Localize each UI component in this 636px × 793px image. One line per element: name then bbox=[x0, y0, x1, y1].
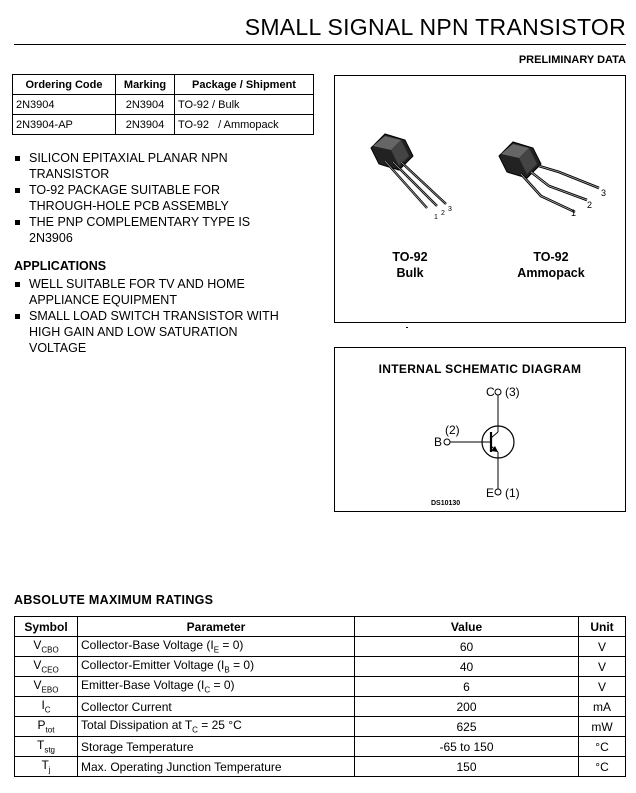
bullet-icon bbox=[15, 188, 20, 193]
table-row bbox=[15, 717, 626, 737]
column-header: Ordering Code bbox=[13, 75, 116, 95]
parameter-text: Collector-Emitter Voltage (I bbox=[81, 658, 225, 673]
column-header: Parameter bbox=[78, 617, 355, 637]
collector-pin: (3) bbox=[505, 385, 520, 399]
symbol-text: V bbox=[33, 638, 42, 653]
package-name: TO-92 bbox=[533, 250, 569, 264]
table-cell: 2N3904-AP bbox=[13, 115, 116, 135]
parameter-cell bbox=[78, 697, 355, 717]
symbol-subscript: j bbox=[48, 765, 51, 775]
list-item-text: TO-92 PACKAGE SUITABLE FOR bbox=[29, 183, 221, 197]
parameter-cell bbox=[78, 737, 355, 757]
list-item-text: WELL SUITABLE FOR TV AND HOME bbox=[29, 277, 245, 291]
ordering-table bbox=[12, 74, 314, 135]
column-header: Value bbox=[355, 617, 579, 637]
parameter-text: = 0) bbox=[229, 658, 255, 673]
parameter-text: Collector-Base Voltage (I bbox=[81, 638, 214, 653]
value-cell: 150 bbox=[355, 757, 579, 777]
list-item bbox=[14, 276, 279, 308]
symbol-cell bbox=[15, 657, 78, 677]
package-label-ammopack bbox=[501, 249, 601, 281]
unit-cell: mA bbox=[579, 697, 626, 717]
package-name: TO-92 bbox=[392, 250, 428, 264]
list-item bbox=[14, 182, 250, 214]
value-cell: -65 to 150 bbox=[355, 737, 579, 757]
table-row bbox=[15, 737, 626, 757]
value-cell: 60 bbox=[355, 637, 579, 657]
parameter-subscript: C bbox=[192, 725, 198, 735]
list-item-text: SILICON EPITAXIAL PLANAR NPN bbox=[29, 151, 228, 165]
feature-list bbox=[14, 150, 250, 246]
table-cell: 2N3904 bbox=[13, 95, 116, 115]
stray-dot bbox=[406, 327, 408, 328]
parameter-text: = 0) bbox=[219, 638, 244, 653]
unit-cell: V bbox=[579, 657, 626, 677]
table-row bbox=[15, 697, 626, 717]
package-label-bulk bbox=[360, 249, 460, 281]
symbol-cell bbox=[15, 697, 78, 717]
list-item bbox=[14, 150, 250, 182]
list-item-text: HIGH GAIN AND LOW SATURATION bbox=[29, 325, 238, 339]
bullet-icon bbox=[15, 282, 20, 287]
table-row bbox=[13, 95, 314, 115]
schematic-figure bbox=[334, 347, 626, 512]
column-header: Unit bbox=[579, 617, 626, 637]
symbol-text: V bbox=[33, 658, 42, 673]
parameter-text: = 25 °C bbox=[197, 718, 242, 733]
parameter-text: = 0) bbox=[210, 678, 235, 693]
applications-heading: APPLICATIONS bbox=[14, 259, 107, 273]
emitter-pin: (1) bbox=[505, 486, 520, 500]
symbol-cell bbox=[15, 757, 78, 777]
symbol-text: T bbox=[36, 738, 45, 753]
symbol-text: P bbox=[37, 718, 46, 733]
unit-cell: °C bbox=[579, 737, 626, 757]
column-header: Package / Shipment bbox=[175, 75, 314, 95]
pin-label: 1 bbox=[434, 214, 438, 221]
to92-bulk-icon bbox=[371, 134, 446, 208]
package-drawing bbox=[335, 76, 625, 322]
symbol-subscript: C bbox=[44, 705, 51, 715]
list-item-text: THROUGH-HOLE PCB ASSEMBLY bbox=[29, 199, 229, 213]
parameter-cell bbox=[78, 717, 355, 737]
unit-cell: V bbox=[579, 637, 626, 657]
parameter-cell bbox=[78, 657, 355, 677]
symbol-cell bbox=[15, 717, 78, 737]
bullet-icon bbox=[15, 220, 20, 225]
table-row bbox=[15, 657, 626, 677]
value-cell: 40 bbox=[355, 657, 579, 677]
unit-cell: mW bbox=[579, 717, 626, 737]
list-item bbox=[14, 308, 279, 356]
symbol-cell bbox=[15, 677, 78, 697]
table-row bbox=[13, 115, 314, 135]
ratings-table bbox=[14, 616, 626, 777]
page-title: SMALL SIGNAL NPN TRANSISTOR bbox=[244, 14, 626, 40]
pin-label: 3 bbox=[601, 188, 607, 198]
table-cell: 2N3904 bbox=[116, 115, 175, 135]
parameter-text: Total Dissipation at T bbox=[81, 718, 193, 733]
parameter-subscript: B bbox=[224, 665, 230, 675]
list-item-text: TRANSISTOR bbox=[29, 167, 110, 181]
table-cell: TO-92 / Bulk bbox=[175, 95, 314, 115]
parameter-text: Emitter-Base Voltage (I bbox=[81, 678, 205, 693]
symbol-cell bbox=[15, 737, 78, 757]
list-item-text: THE PNP COMPLEMENTARY TYPE IS bbox=[29, 215, 251, 229]
parameter-subscript: E bbox=[213, 645, 220, 655]
parameter-cell bbox=[78, 637, 355, 657]
preliminary-label: PRELIMINARY DATA bbox=[518, 54, 626, 66]
bullet-icon bbox=[15, 156, 20, 161]
ratings-heading: ABSOLUTE MAXIMUM RATINGS bbox=[14, 593, 214, 607]
symbol-text: V bbox=[33, 678, 42, 693]
package-figure bbox=[334, 75, 626, 323]
drawing-id: DS10130 bbox=[431, 500, 461, 507]
emitter-letter: E bbox=[486, 486, 495, 500]
table-cell: TO-92 / Ammopack bbox=[175, 115, 314, 135]
parameter-text: Storage Temperature bbox=[81, 739, 194, 754]
column-header: Marking bbox=[116, 75, 175, 95]
symbol-text: I bbox=[41, 698, 45, 713]
collector-letter: C bbox=[486, 385, 495, 399]
unit-cell: V bbox=[579, 677, 626, 697]
title-divider bbox=[14, 44, 626, 45]
value-cell: 625 bbox=[355, 717, 579, 737]
pin-label: 2 bbox=[441, 210, 445, 217]
base-pin: (2) bbox=[445, 423, 460, 437]
parameter-cell bbox=[78, 757, 355, 777]
to92-ammopack-icon bbox=[499, 142, 599, 212]
value-cell: 6 bbox=[355, 677, 579, 697]
package-variant: Ammopack bbox=[517, 266, 585, 280]
base-letter: B bbox=[434, 435, 443, 449]
package-variant: Bulk bbox=[396, 266, 424, 280]
table-row bbox=[15, 637, 626, 657]
table-header-row bbox=[15, 617, 626, 637]
list-item-text: 2N3906 bbox=[29, 231, 73, 245]
applications-list bbox=[14, 276, 279, 356]
column-header: Symbol bbox=[15, 617, 78, 637]
pin-label: 3 bbox=[448, 206, 452, 213]
table-row bbox=[15, 677, 626, 697]
symbol-subscript: EBO bbox=[41, 685, 59, 695]
parameter-text: Max. Operating Junction Temperature bbox=[81, 759, 282, 774]
list-item-text: VOLTAGE bbox=[29, 341, 87, 355]
table-header-row bbox=[13, 75, 314, 95]
parameter-subscript: C bbox=[204, 685, 211, 695]
table-row bbox=[15, 757, 626, 777]
table-cell: 2N3904 bbox=[116, 95, 175, 115]
symbol-subscript: stg bbox=[44, 745, 55, 755]
pin-label: 2 bbox=[587, 200, 593, 210]
list-item bbox=[14, 214, 250, 246]
npn-transistor-symbol bbox=[335, 348, 625, 511]
list-item-text: APPLIANCE EQUIPMENT bbox=[29, 293, 177, 307]
bullet-icon bbox=[15, 314, 20, 319]
list-item-text: SMALL LOAD SWITCH TRANSISTOR WITH bbox=[29, 309, 279, 323]
unit-cell: °C bbox=[579, 757, 626, 777]
symbol-subscript: tot bbox=[45, 725, 55, 735]
symbol-subscript: CBO bbox=[41, 645, 59, 655]
schematic-title: INTERNAL SCHEMATIC DIAGRAM bbox=[378, 362, 582, 376]
pin-label: 1 bbox=[571, 208, 577, 218]
value-cell: 200 bbox=[355, 697, 579, 717]
symbol-text: T bbox=[41, 758, 49, 773]
symbol-subscript: CEO bbox=[41, 665, 59, 675]
parameter-text: Collector Current bbox=[81, 699, 172, 714]
symbol-cell bbox=[15, 637, 78, 657]
parameter-cell bbox=[78, 677, 355, 697]
